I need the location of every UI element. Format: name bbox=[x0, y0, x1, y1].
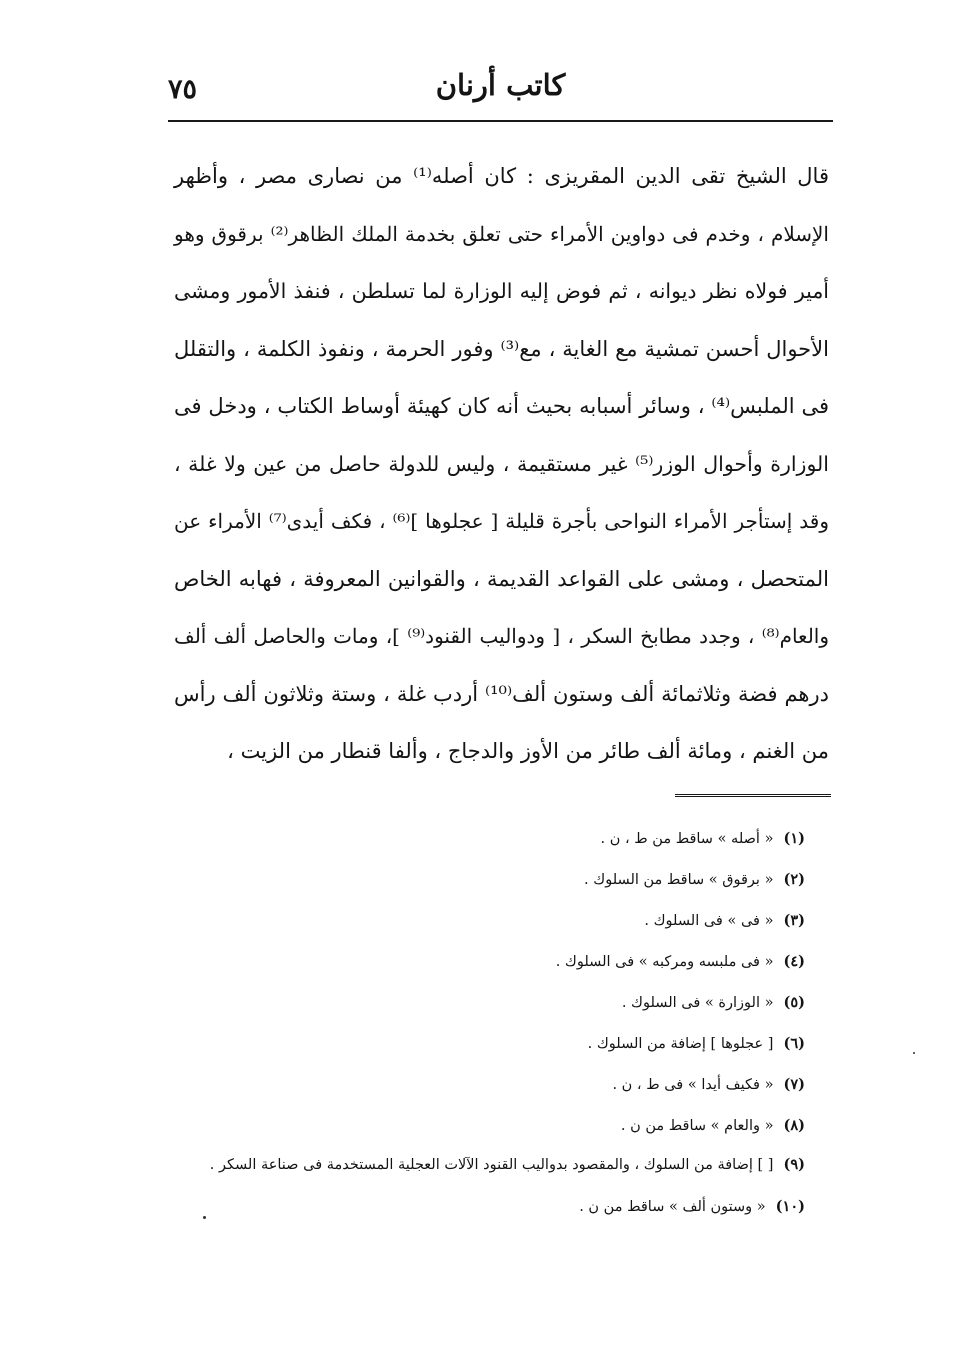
footnote bbox=[180, 859, 805, 900]
footnote-number: (٢) bbox=[783, 871, 805, 888]
footnote-number: (٥) bbox=[783, 994, 805, 1011]
body-line: من الغنم ، ومائة ألف طائر من الأوز والدجاج ، وألفا قنطار من الزيت ، bbox=[227, 739, 829, 763]
footnote-number: (٦) bbox=[783, 1035, 805, 1052]
footnote-separator bbox=[675, 794, 831, 797]
body-line: فى الملبس⁽⁴⁾ ، وسائر أسبابه بحيث أنه كان كهيئة أوساط الكتاب ، ودخل فى bbox=[174, 394, 829, 418]
footnote-text: « فكيف أيدا » فى ط ، ن . bbox=[612, 1077, 774, 1093]
body-line: أمير فولاه نظر ديوانه ، ثم فوض إليه الوزارة لما تسلطن ، فنفذ الأمور ومشى bbox=[174, 279, 829, 303]
footnote bbox=[180, 1105, 805, 1146]
footnote-number: (١) bbox=[783, 830, 805, 847]
footnote-number: (١٠) bbox=[775, 1198, 805, 1215]
footnote-text: « الوزارة » فى السلوك . bbox=[621, 995, 774, 1011]
body-line: والعام⁽⁸⁾ ، وجدد مطابخ السكر ، [ ودواليب القنود⁽⁹⁾ ]، ومات والحاصل ألف ألف bbox=[174, 624, 830, 648]
footnote-text: [ عجلوها ] إضافة من السلوك . bbox=[587, 1036, 774, 1052]
footnote-text: [ ] إضافة من السلوك ، والمقصود بدواليب القنود الآلات العجلية المستخدمة فى صناعة السكر . bbox=[209, 1157, 774, 1173]
footnote-number: (٤) bbox=[783, 953, 805, 970]
footnotes bbox=[180, 818, 805, 1227]
footnote bbox=[180, 1186, 805, 1227]
footnote bbox=[180, 818, 805, 859]
page-header bbox=[168, 60, 833, 122]
footnote-text: « برقوق » ساقط من السلوك . bbox=[584, 872, 774, 888]
footnote-number: (٣) bbox=[783, 912, 805, 929]
footnote bbox=[180, 941, 805, 982]
footnote bbox=[180, 982, 805, 1023]
running-title: كاتب أرنان bbox=[435, 68, 566, 102]
paper-speck bbox=[203, 1216, 206, 1219]
header-rule bbox=[168, 120, 833, 122]
body-line: الوزارة وأحوال الوزر⁽⁵⁾ غير مستقيمة ، وليس للدولة حاصل من عين ولا غلة ، bbox=[174, 451, 829, 476]
body-line: الأحوال أحسن تمشية مع الغاية ، مع⁽³⁾ وفور الحرمة ، ونفوذ الكلمة ، والتقلل bbox=[174, 336, 829, 361]
footnote-text: « أصله » ساقط من ط ، ن . bbox=[600, 831, 774, 847]
footnote bbox=[180, 1023, 805, 1064]
footnote bbox=[180, 900, 805, 941]
footnote bbox=[180, 1064, 805, 1105]
body-line: الإسلام ، وخدم فى دواوين الأمراء حتى تعلق بخدمة الملك الظاهر⁽²⁾ برقوق وهو bbox=[174, 221, 829, 246]
footnote-text: « وستون ألف » ساقط من ن . bbox=[579, 1199, 766, 1215]
footnote-text: « فى ملبسه ومركبه » فى السلوك . bbox=[555, 954, 774, 970]
footnote bbox=[180, 1148, 805, 1182]
footnote-number: (٨) bbox=[783, 1117, 805, 1134]
page-number: ٧٥ bbox=[168, 74, 198, 105]
footnote-text: « فى » فى السلوك . bbox=[644, 913, 774, 929]
body-line: قال الشيخ تقى الدين المقريزى : كان أصله⁽¹⁾ من نصارى مصر ، وأظهر bbox=[174, 164, 829, 188]
footnote-number: (٩) bbox=[783, 1156, 805, 1173]
footnote-number: (٧) bbox=[783, 1076, 805, 1093]
body-line: المتحصل ، ومشى على القواعد القديمة ، والقوانين المعروفة ، فهابه الخاص bbox=[174, 566, 829, 591]
paper-speck bbox=[913, 1052, 915, 1054]
body-line: درهم فضة وثلاثمائة ألف وستون ألف⁽¹⁰⁾ أردب غلة ، وستة وثلاثون ألف رأس bbox=[174, 681, 829, 706]
footnote-text: « والعام » ساقط من ن . bbox=[620, 1118, 774, 1134]
body-line: وقد إستأجر الأمراء النواحى بأجرة قليلة [ عجلوها ]⁽⁶⁾ ، فكف أيدى⁽⁷⁾ الأمراء عن bbox=[174, 509, 829, 533]
body-text bbox=[174, 148, 829, 781]
